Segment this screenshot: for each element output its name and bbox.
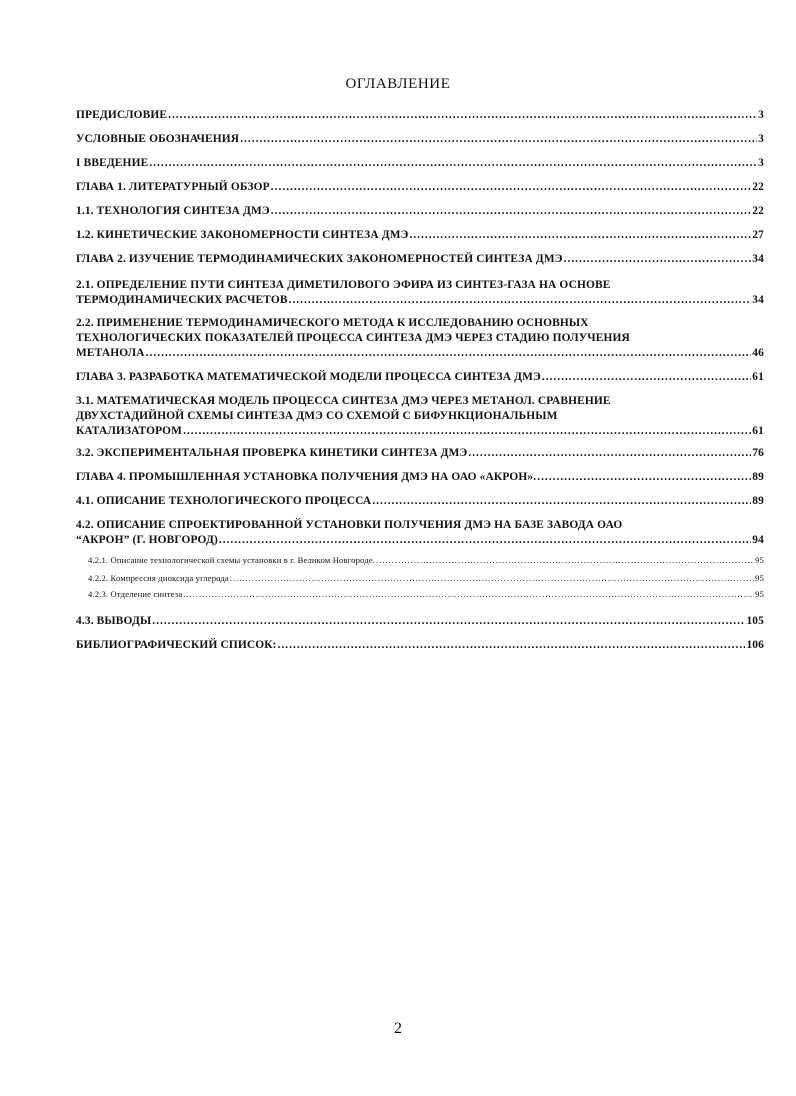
toc-entry[interactable]: [76, 316, 764, 361]
toc-entry[interactable]: [76, 204, 764, 219]
toc-entry[interactable]: [76, 614, 764, 629]
toc-entry-title: БИБЛИОГРАФИЧЕСКИЙ СПИСОК:: [76, 639, 277, 651]
toc-leader-dots: [564, 252, 752, 267]
toc-entry[interactable]: [76, 446, 764, 461]
toc-entry-title: ГЛАВА 3. РАЗРАБОТКА МАТЕМАТИЧЕСКОЙ МОДЕЛИ ПРОЦЕССА СИНТЕЗА ДМЭ: [76, 371, 541, 383]
toc-entry-title: ПРЕДИСЛОВИЕ: [76, 109, 168, 121]
toc-entry[interactable]: [88, 554, 764, 566]
toc-page-number: 76: [752, 447, 764, 459]
toc-entry-title: 1.1. ТЕХНОЛОГИЯ СИНТЕЗА ДМЭ: [76, 205, 270, 217]
toc-page-number: 89: [752, 471, 764, 483]
toc-page-number: 34: [752, 253, 764, 265]
toc-entry-title: 4.2.2. Компрессия диоксида углерода: [88, 573, 229, 583]
toc-entry[interactable]: [76, 638, 764, 653]
toc-entry-title: 4.1. ОПИСАНИЕ ТЕХНОЛОГИЧЕСКОГО ПРОЦЕССА: [76, 495, 372, 507]
toc-entry[interactable]: [76, 518, 764, 548]
toc-page-number: 3: [758, 157, 764, 169]
toc-page-number: 95: [755, 555, 764, 565]
toc-leader-dots: [271, 204, 752, 219]
toc-page-number: 94: [752, 534, 764, 546]
toc-leader-dots: [230, 572, 754, 584]
toc-title: ОГЛАВЛЕНИЕ: [345, 76, 451, 92]
toc-leader-dots: [219, 533, 751, 548]
toc-page-number: 61: [752, 371, 764, 383]
toc-leader-dots: [537, 470, 751, 485]
toc-entry-title: 4.3. ВЫВОДЫ: [76, 615, 152, 627]
toc-entry-title: 2.2. ПРИМЕНЕНИЕ ТЕРМОДИНАМИЧЕСКОГО МЕТОДА К ИССЛЕДОВАНИЮ ОСНОВНЫХ: [76, 317, 589, 329]
toc-page-number: 34: [752, 294, 764, 306]
toc-entry-title: 2.1. ОПРЕДЕЛЕНИЕ ПУТИ СИНТЕЗА ДИМЕТИЛОВОГО ЭФИРА ИЗ СИНТЕЗ-ГАЗА НА ОСНОВЕ: [76, 279, 611, 291]
toc-entry[interactable]: [76, 132, 764, 147]
toc-leader-dots: [376, 554, 754, 566]
toc-entry[interactable]: [76, 228, 764, 243]
toc-leader-dots: [168, 108, 757, 123]
toc-entry-title: ГЛАВА 2. ИЗУЧЕНИЕ ТЕРМОДИНАМИЧЕСКИХ ЗАКОНОМЕРНОСТЕЙ СИНТЕЗА ДМЭ: [76, 253, 563, 265]
toc-leader-dots: [149, 156, 757, 171]
toc-entry-title: 4.2.3. Отделение синтеза: [88, 589, 183, 599]
toc-page-number: 27: [752, 229, 764, 241]
toc-leader-dots: [146, 346, 752, 361]
toc-entry-title: ТЕХНОЛОГИЧЕСКИХ ПОКАЗАТЕЛЕЙ ПРОЦЕССА СИНТЕЗА ДМЭ ЧЕРЕЗ СТАДИЮ ПОЛУЧЕНИЯ: [76, 332, 630, 344]
toc-leader-dots: [183, 424, 751, 439]
page-number: 2: [394, 1020, 402, 1037]
toc-entry[interactable]: [76, 394, 764, 439]
toc-entry-title: 3.1. МАТЕМАТИЧЕСКАЯ МОДЕЛЬ ПРОЦЕССА СИНТЕЗА ДМЭ ЧЕРЕЗ МЕТАНОЛ. СРАВНЕНИЕ: [76, 395, 611, 407]
toc-entry-title: ГЛАВА 4. ПРОМЫШЛЕННАЯ УСТАНОВКА ПОЛУЧЕНИЯ ДМЭ НА ОАО «АКРОН».: [76, 471, 537, 483]
toc-page-number: 105: [746, 615, 764, 627]
toc-entry[interactable]: [76, 470, 764, 485]
toc-leader-dots: [271, 180, 752, 195]
toc-entry-title: 4.2.1. Описание технологической схемы установки в г. Великом Новгороде.: [88, 555, 376, 565]
toc-page-number: 3: [758, 133, 764, 145]
toc-page-number: 89: [752, 495, 764, 507]
toc-entry-title: УСЛОВНЫЕ ОБОЗНАЧЕНИЯ: [76, 133, 240, 145]
toc-page-number: 95: [755, 573, 764, 583]
toc-leader-dots: [152, 614, 745, 629]
toc-page-number: 22: [752, 181, 764, 193]
toc-entry[interactable]: [76, 108, 764, 123]
toc-entry-title: 3.2. ЭКСПЕРИМЕНТАЛЬНАЯ ПРОВЕРКА КИНЕТИКИ СИНТЕЗА ДМЭ: [76, 447, 468, 459]
toc-leader-dots: [183, 588, 754, 600]
toc-entry-title: 1.2. КИНЕТИЧЕСКИЕ ЗАКОНОМЕРНОСТИ СИНТЕЗА ДМЭ: [76, 229, 409, 241]
toc-entry[interactable]: [76, 156, 764, 171]
toc-leader-dots: [542, 370, 751, 385]
toc-page-number: 61: [752, 425, 764, 437]
toc-entry-title: 4.2. ОПИСАНИЕ СПРОЕКТИРОВАННОЙ УСТАНОВКИ ПОЛУЧЕНИЯ ДМЭ НА БАЗЕ ЗАВОДА ОАО: [76, 519, 623, 531]
toc-leader-dots: [240, 132, 757, 147]
toc-entry-title: “АКРОН” (Г. НОВГОРОД): [76, 534, 218, 546]
toc-entry[interactable]: [76, 180, 764, 195]
toc-leader-dots: [468, 446, 751, 461]
toc-entry-title: КАТАЛИЗАТОРОМ: [76, 425, 183, 437]
toc-page-number: 106: [746, 639, 764, 651]
toc-leader-dots: [409, 228, 751, 243]
toc-entry[interactable]: [76, 370, 764, 385]
toc-entry[interactable]: [88, 572, 764, 584]
toc-entry-title: ГЛАВА 1. ЛИТЕРАТУРНЫЙ ОБЗОР: [76, 181, 270, 193]
toc-page-number: 95: [755, 589, 764, 599]
toc-page-number: 3: [758, 109, 764, 121]
toc-entry-title: ТЕРМОДИНАМИЧЕСКИХ РАСЧЕТОВ: [76, 294, 288, 306]
toc-leader-dots: [372, 494, 751, 509]
toc-leader-dots: [278, 638, 746, 653]
toc-entry[interactable]: [76, 278, 764, 308]
toc-page-number: 46: [752, 347, 764, 359]
toc-entry-title: ДВУХСТАДИЙНОЙ СХЕМЫ СИНТЕЗА ДМЭ СО СХЕМОЙ С БИФУНКЦИОНАЛЬНЫМ: [76, 410, 558, 422]
toc-entry-title: МЕТАНОЛА: [76, 347, 145, 359]
toc-page-number: 22: [752, 205, 764, 217]
toc-entry[interactable]: [76, 252, 764, 267]
toc-entry-title: I ВВЕДЕНИЕ: [76, 157, 149, 169]
toc-leader-dots: [289, 293, 752, 308]
toc-entry[interactable]: [88, 588, 764, 600]
toc-entry[interactable]: [76, 494, 764, 509]
